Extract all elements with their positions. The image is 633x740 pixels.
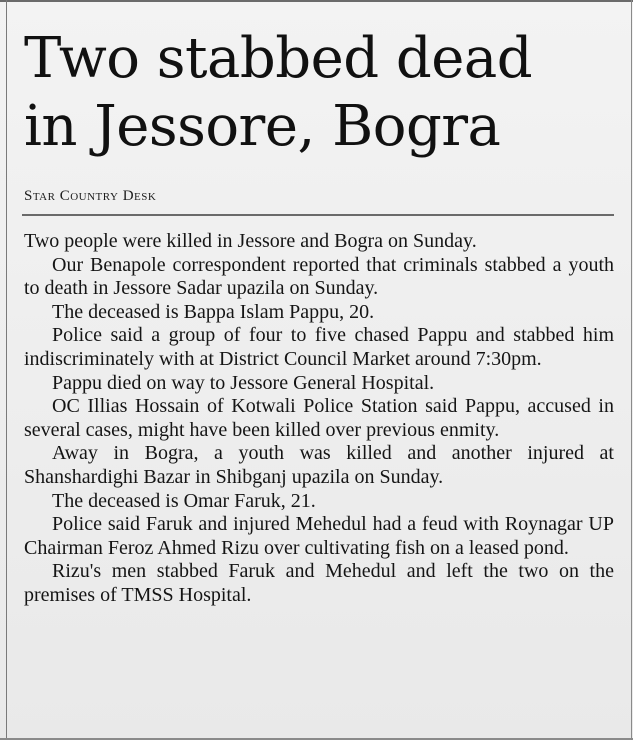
article-paragraph-4: Police said a group of four to five chased Pappu and stabbed him indiscriminately with at District Council Market around 7:30pm.: [24, 324, 614, 370]
top-border: [0, 0, 633, 2]
article-paragraph-5: Pappu died on way to Jessore General Hospital.: [52, 371, 435, 394]
article-paragraph-2: Our Benapole correspondent reported that criminals stabbed a youth to death in Jessore Sadar upazila on Sunday.: [24, 253, 614, 300]
article-paragraph-1: Two people were killed in Jessore and Bogra on Sunday.: [24, 230, 477, 252]
headline: [24, 25, 614, 161]
article-paragraph-10: Rizu's men stabbed Faruk and Mehedul and left the two on the premises of TMSS Hospital.: [24, 560, 614, 606]
article-paragraph-6: OC Illias Hossain of Kotwali Police Station said Pappu, accused in several cases, might have been killed over previous enmity.: [24, 395, 614, 441]
article-paragraph-8: The deceased is Omar Faruk, 21.: [52, 489, 316, 512]
article-paragraph-7: Away in Bogra, a youth was killed and another injured at Shanshardighi Bazar in Shibganj upazila on Sunday.: [24, 442, 614, 488]
article-paragraph-9: Police said Faruk and injured Mehedul had a feud with Roynagar UP Chairman Feroz Ahmed Rizu over cultivating fish on a leased pond.: [24, 513, 614, 559]
headline-line-1: Two stabbed dead: [24, 26, 533, 91]
byline: Star Country Desk: [24, 188, 157, 204]
left-border: [6, 0, 7, 740]
byline-divider: [22, 214, 614, 216]
article-body: [24, 230, 614, 608]
right-border: [631, 0, 632, 740]
article-paragraph-3: The deceased is Bappa Islam Pappu, 20.: [52, 300, 375, 323]
headline-line-2: in Jessore, Bogra: [24, 94, 501, 159]
